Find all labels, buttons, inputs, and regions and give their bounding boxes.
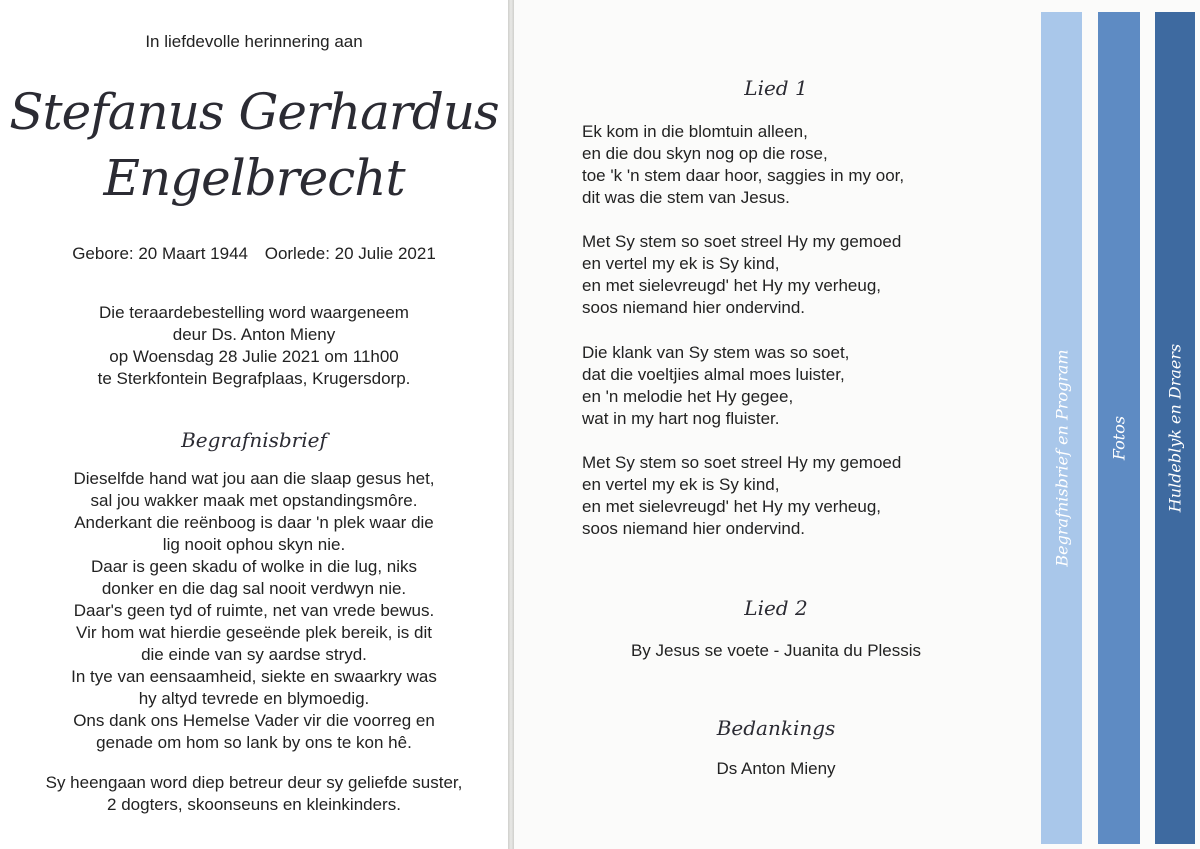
life-dates — [0, 244, 508, 264]
tab-label: Huldeblyk en Draers — [1165, 343, 1185, 513]
verse-line: en die dou skyn nog op die rose, — [582, 144, 828, 163]
song2-name: By Jesus se voete - Juanita du Plessis — [630, 641, 922, 660]
thanks-title: Bedankings — [716, 716, 836, 740]
service-line: deur Ds. Anton Mieny — [172, 325, 336, 344]
service-line: te Sterkfontein Begrafplaas, Krugersdorp. — [97, 369, 411, 388]
letter-line: Daar is geen skadu of wolke in die lug, niks — [90, 557, 417, 576]
letter-title: Begrafnisbrief — [181, 428, 327, 452]
letter-line: Vir hom wat hierdie geseënde plek bereik, is dit — [76, 623, 432, 642]
deceased-name-line1: Stefanus Gerhardus — [9, 83, 499, 141]
letter-line: sal jou wakker maak met opstandingsmôre. — [90, 491, 418, 510]
closing-text — [0, 772, 508, 816]
song1-verse — [582, 121, 904, 209]
letter-line: Daar's geen tyd of ruimte, net van vrede bewus. — [73, 601, 435, 620]
letter-line: donker en die dag sal nooit verdwyn nie. — [101, 579, 407, 598]
letter-line: die einde van sy aardse stryd. — [141, 645, 367, 664]
verse-line: Ek kom in die blomtuin alleen, — [582, 122, 808, 141]
funeral-letter — [0, 468, 508, 754]
closing-line: Sy heengaan word diep betreur deur sy geliefde suster, — [45, 773, 463, 792]
verse-line: en 'n melodie het Hy gegee, — [582, 387, 794, 406]
death-date: Oorlede: 20 Julie 2021 — [264, 244, 436, 263]
song1-chorus — [582, 452, 901, 540]
closing-line: 2 dogters, skoonseuns en kleinkinders. — [107, 795, 401, 814]
verse-line: en vertel my ek is Sy kind, — [582, 475, 780, 494]
verse-line: Met Sy stem so soet streel Hy my gemoed — [582, 232, 902, 251]
verse-line: Die klank van Sy stem was so soet, — [582, 343, 850, 362]
letter-line: hy altyd tevrede en blymoedig. — [138, 689, 370, 708]
tab-label: Begrafnisbrief en Program — [1052, 349, 1071, 567]
song1-chorus — [582, 231, 901, 319]
service-line: op Woensdag 28 Julie 2021 om 11h00 — [109, 347, 399, 366]
verse-line: soos niemand hier ondervind. — [582, 519, 806, 538]
letter-line: In tye van eensaamheid, siekte en swaarkry was — [71, 667, 437, 686]
tab-begrafnisbrief-program[interactable] — [1041, 12, 1082, 844]
song2-title: Lied 2 — [744, 596, 808, 620]
verse-line: toe 'k 'n stem daar hoor, saggies in my oor, — [582, 166, 905, 185]
birth-date: Gebore: 20 Maart 1944 — [72, 244, 248, 263]
verse-line: en met sielevreugd' het Hy my verheug, — [582, 276, 882, 295]
deceased-name-line2: Engelbrecht — [103, 149, 405, 207]
verse-line: dit was die stem van Jesus. — [582, 188, 790, 207]
verse-line: Met Sy stem so soet streel Hy my gemoed — [582, 453, 902, 472]
verse-line: en vertel my ek is Sy kind, — [582, 254, 780, 273]
tab-huldeblyk-draers[interactable] — [1155, 12, 1195, 844]
tab-fotos[interactable] — [1098, 12, 1140, 844]
service-details — [0, 302, 508, 390]
letter-line: Ons dank ons Hemelse Vader vir die voorreg en — [73, 711, 435, 730]
service-line: Die teraardebestelling word waargeneem — [99, 303, 409, 322]
intro-text: In liefdevolle herinnering aan — [145, 32, 363, 51]
verse-line: soos niemand hier ondervind. — [582, 298, 806, 317]
thanks-name: Ds Anton Mieny — [716, 759, 836, 778]
letter-line: Anderkant die reënboog is daar 'n plek waar die — [74, 513, 434, 532]
letter-line: Dieselfde hand wat jou aan die slaap gesus het, — [73, 469, 435, 488]
letter-line: lig nooit ophou skyn nie. — [162, 535, 346, 554]
verse-line: en met sielevreugd' het Hy my verheug, — [582, 497, 882, 516]
verse-line: wat in my hart nog fluister. — [582, 409, 780, 428]
verse-line: dat die voeltjies almal moes luister, — [582, 365, 845, 384]
letter-line: genade om hom so lank by ons te kon hê. — [96, 733, 412, 752]
song1-verse — [582, 342, 849, 430]
song1-title: Lied 1 — [744, 76, 808, 100]
tab-label: Fotos — [1109, 415, 1129, 461]
